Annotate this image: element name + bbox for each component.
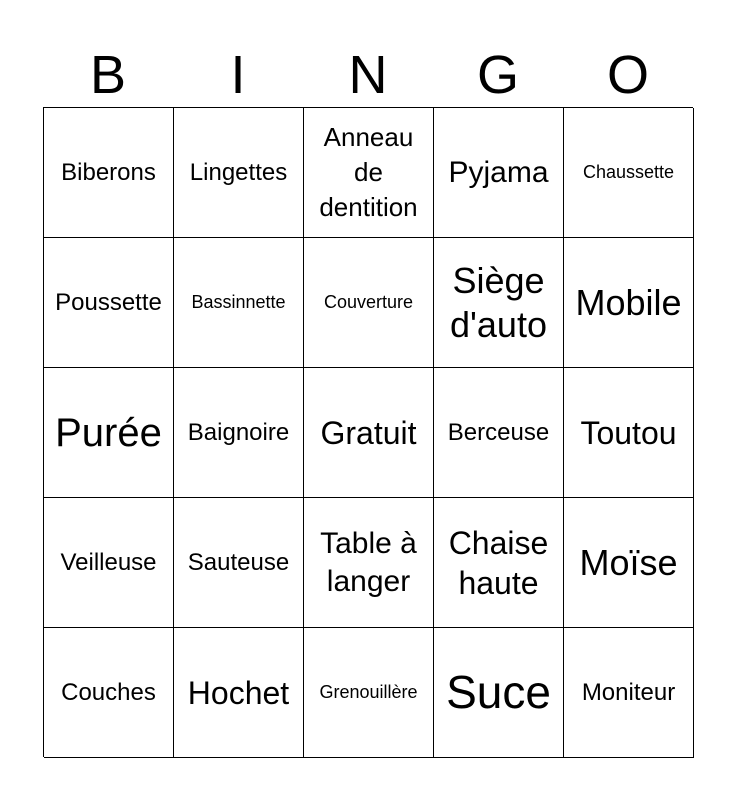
cell-label: Veilleuse [60,548,157,576]
cell-label: Chaise haute [448,524,549,601]
header-letter-b: B [89,45,127,105]
cell-label: Pyjama [448,155,549,189]
bingo-cell[interactable] [564,628,694,758]
bingo-cell[interactable] [44,108,174,238]
bingo-cell[interactable] [304,108,434,238]
cell-label: Moïse [579,541,678,583]
bingo-cell[interactable] [564,368,694,498]
bingo-cell[interactable] [174,238,304,368]
bingo-cell[interactable] [434,368,564,498]
bingo-cell[interactable] [434,238,564,368]
bingo-card-grid [43,107,693,757]
bingo-cell[interactable] [44,238,174,368]
cell-label: Bassinnette [191,292,286,313]
cell-label: Gratuit [320,414,417,451]
cell-label: Couches [61,678,156,706]
cell-label: Toutou [580,414,677,451]
bingo-cell[interactable] [174,628,304,758]
bingo-header [43,44,693,106]
cell-label: Suce [446,665,551,718]
bingo-cell[interactable] [44,498,174,628]
header-letter-n: N [348,45,388,105]
cell-label: Mobile [575,281,682,323]
cell-label: Lingettes [189,158,288,186]
bingo-cell[interactable] [44,368,174,498]
cell-label: Siège d'auto [450,260,547,345]
bingo-cell[interactable] [564,108,694,238]
bingo-cell[interactable] [434,108,564,238]
cell-label: Purée [55,410,162,455]
bingo-cell[interactable] [174,368,304,498]
cell-label: Couverture [323,292,414,313]
bingo-cell[interactable] [564,238,694,368]
cell-label: Moniteur [581,678,676,706]
cell-label: Berceuse [447,418,550,446]
bingo-cell[interactable] [434,628,564,758]
bingo-cell[interactable] [304,628,434,758]
bingo-cell[interactable] [304,238,434,368]
bingo-cell[interactable] [564,498,694,628]
cell-label: Hochet [187,674,290,711]
bingo-cell[interactable] [434,498,564,628]
bingo-cell[interactable] [304,368,434,498]
header-letter-i: I [230,45,246,105]
bingo-cell[interactable] [304,498,434,628]
cell-label: Table à langer [320,527,417,598]
bingo-cell[interactable] [174,108,304,238]
cell-label: Grenouillère [319,682,418,703]
cell-label: Baignoire [187,418,290,446]
bingo-cell[interactable] [44,628,174,758]
header-letter-g: G [476,45,519,105]
cell-label: Chaussette [582,162,675,183]
header-letter-o: O [606,45,649,105]
cell-label: Biberons [61,158,156,186]
cell-label: Poussette [55,288,162,316]
bingo-cell[interactable] [174,498,304,628]
cell-label: Anneau de dentition [319,121,418,223]
cell-label: Sauteuse [187,548,290,576]
